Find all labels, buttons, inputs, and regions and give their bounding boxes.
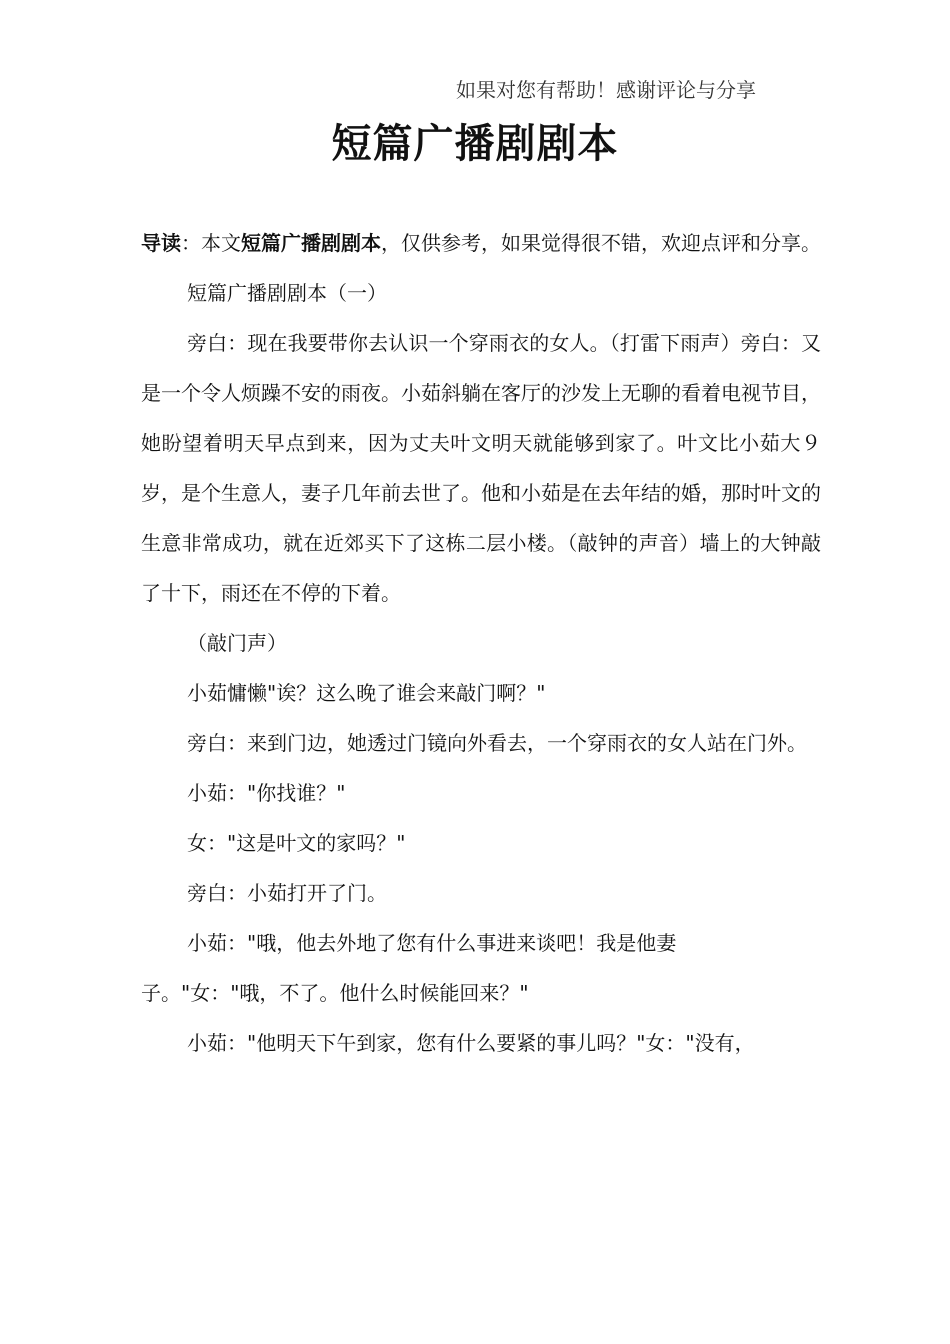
narration-paragraph: 旁白：现在我要带你去认识一个穿雨衣的女人。（打雷下雨声）旁白：又是一个令人烦躁不安的雨夜。小茹斜躺在客厅的沙发上无聊的看着电视节目，她盼望着明天早点到来，因为丈夫叶文明天就能够到家了。叶文比小茹大９岁，是个生意人，妻子几年前去世了。他和小茹是在去年结的婚，那时叶文的生意非常成功，就在近郊买下了这栋二层小楼。（敲钟的声音）墙上的大钟敲了十下，雨还在不停的下着。 <box>141 331 821 605</box>
sound-cue: （敲门声） <box>187 631 287 655</box>
document-body <box>141 218 821 1068</box>
intro-label: 导读 <box>141 231 181 255</box>
dialogue-line: 小茹慵懒"诶？这么晚了谁会来敲门啊？" <box>187 681 546 705</box>
narration-line: 旁白：小茹打开了门。 <box>187 881 387 905</box>
section-heading: 短篇广播剧剧本（一） <box>187 281 387 305</box>
intro-colon: ： <box>181 231 201 255</box>
dialogue-line: 子。"女："哦，不了。他什么时候能回来？" <box>141 981 529 1005</box>
document-title: 短篇广播剧剧本 <box>331 121 619 167</box>
dialogue-line: 女："这是叶文的家吗？" <box>187 831 406 855</box>
header-note: 如果对您有帮助！感谢评论与分享 <box>456 78 756 102</box>
intro-rest: ，仅供参考，如果觉得很不错，欢迎点评和分享。 <box>381 231 821 255</box>
intro-lead: 本文 <box>201 231 241 255</box>
dialogue-line: 小茹："哦，他去外地了您有什么事进来谈吧！我是他妻 <box>187 931 677 955</box>
intro-bold-title: 短篇广播剧剧本 <box>241 231 381 255</box>
dialogue-line: 小茹："你找谁？" <box>187 781 346 805</box>
narration-paragraph: 旁白：来到门边，她透过门镜向外看去，一个穿雨衣的女人站在门外。 <box>187 731 807 755</box>
dialogue-line: 小茹："他明天下午到家，您有什么要紧的事儿吗？"女："没有， <box>187 1031 755 1055</box>
intro-paragraph <box>141 218 821 268</box>
